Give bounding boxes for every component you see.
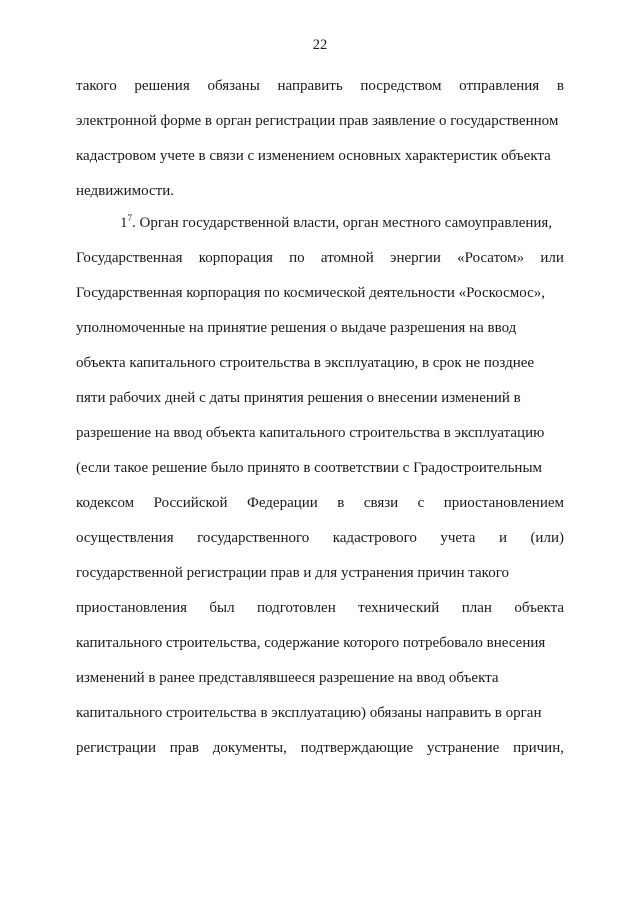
text-line: уполномоченные на принятие решения о выдаче разрешения на ввод (76, 320, 517, 336)
word: приостановления (76, 600, 187, 616)
word: в (556, 78, 564, 94)
word: план (461, 600, 492, 616)
word: осуществления (76, 530, 174, 546)
word: Российской (153, 495, 228, 511)
text-line (76, 738, 564, 758)
word: причин, (513, 740, 564, 756)
word: технический (358, 600, 440, 616)
word: посредством (360, 78, 442, 94)
word: по (289, 250, 305, 266)
text-line (76, 598, 564, 618)
word: подтверждающие (300, 740, 414, 756)
word: в (337, 495, 345, 511)
text-line: государственной регистрации прав и для устранения причин такого (76, 565, 509, 581)
word: такого (76, 78, 117, 94)
text-line: объекта капитального строительства в эксплуатацию, в срок не позднее (76, 355, 535, 371)
clause-number: 1 (120, 215, 128, 231)
word: регистрации (76, 740, 156, 756)
word: приостановлением (443, 495, 564, 511)
clause-superscript: 7 (127, 213, 132, 223)
word: или (540, 250, 564, 266)
word: атомной (320, 250, 374, 266)
text-line: электронной форме в орган регистрации прав заявление о государственном (76, 113, 559, 129)
word: прав (169, 740, 200, 756)
word: Федерации (246, 495, 318, 511)
word: кодексом (76, 495, 135, 511)
word: государственного (197, 530, 310, 546)
word: с (417, 495, 425, 511)
text-line: изменений в ранее представлявшееся разрешение на ввод объекта (76, 670, 499, 686)
text-line: разрешение на ввод объекта капитального строительства в эксплуатацию (76, 425, 545, 441)
word: связи (363, 495, 399, 511)
word: направить (277, 78, 343, 94)
text-line: (если такое решение было принято в соответствии с Градостроительным (76, 460, 543, 476)
paragraph-start-line (120, 213, 564, 233)
word: обязаны (207, 78, 260, 94)
word: (или) (530, 530, 564, 546)
word: и (498, 530, 507, 546)
page-number: 22 (312, 37, 328, 53)
word: «Росатом» (457, 250, 525, 266)
clause-text: . Орган государственной власти, орган местного самоуправления, (132, 215, 553, 231)
word: устранение (426, 740, 500, 756)
word: подготовлен (257, 600, 336, 616)
text-line (76, 248, 564, 268)
text-line: капитального строительства в эксплуатацию) обязаны направить в орган (76, 705, 542, 721)
word: был (209, 600, 235, 616)
word: энергии (390, 250, 441, 266)
text-line: недвижимости. (76, 183, 174, 199)
word: отправления (459, 78, 540, 94)
word: объекта (514, 600, 564, 616)
word: решения (134, 78, 190, 94)
word: учета (440, 530, 476, 546)
text-line: кадастровом учете в связи с изменением основных характеристик объекта (76, 148, 551, 164)
text-line (76, 76, 564, 96)
text-line: Государственная корпорация по космической деятельности «Роскосмос», (76, 285, 546, 301)
word: Государственная (76, 250, 183, 266)
text-line: капитального строительства, содержание которого потребовало внесения (76, 635, 546, 651)
text-line (76, 493, 564, 513)
word: кадастрового (332, 530, 417, 546)
text-line (76, 528, 564, 548)
word: корпорация (198, 250, 273, 266)
text-line: пяти рабочих дней с даты принятия решения о внесении изменений в (76, 390, 521, 406)
word: документы, (212, 740, 287, 756)
